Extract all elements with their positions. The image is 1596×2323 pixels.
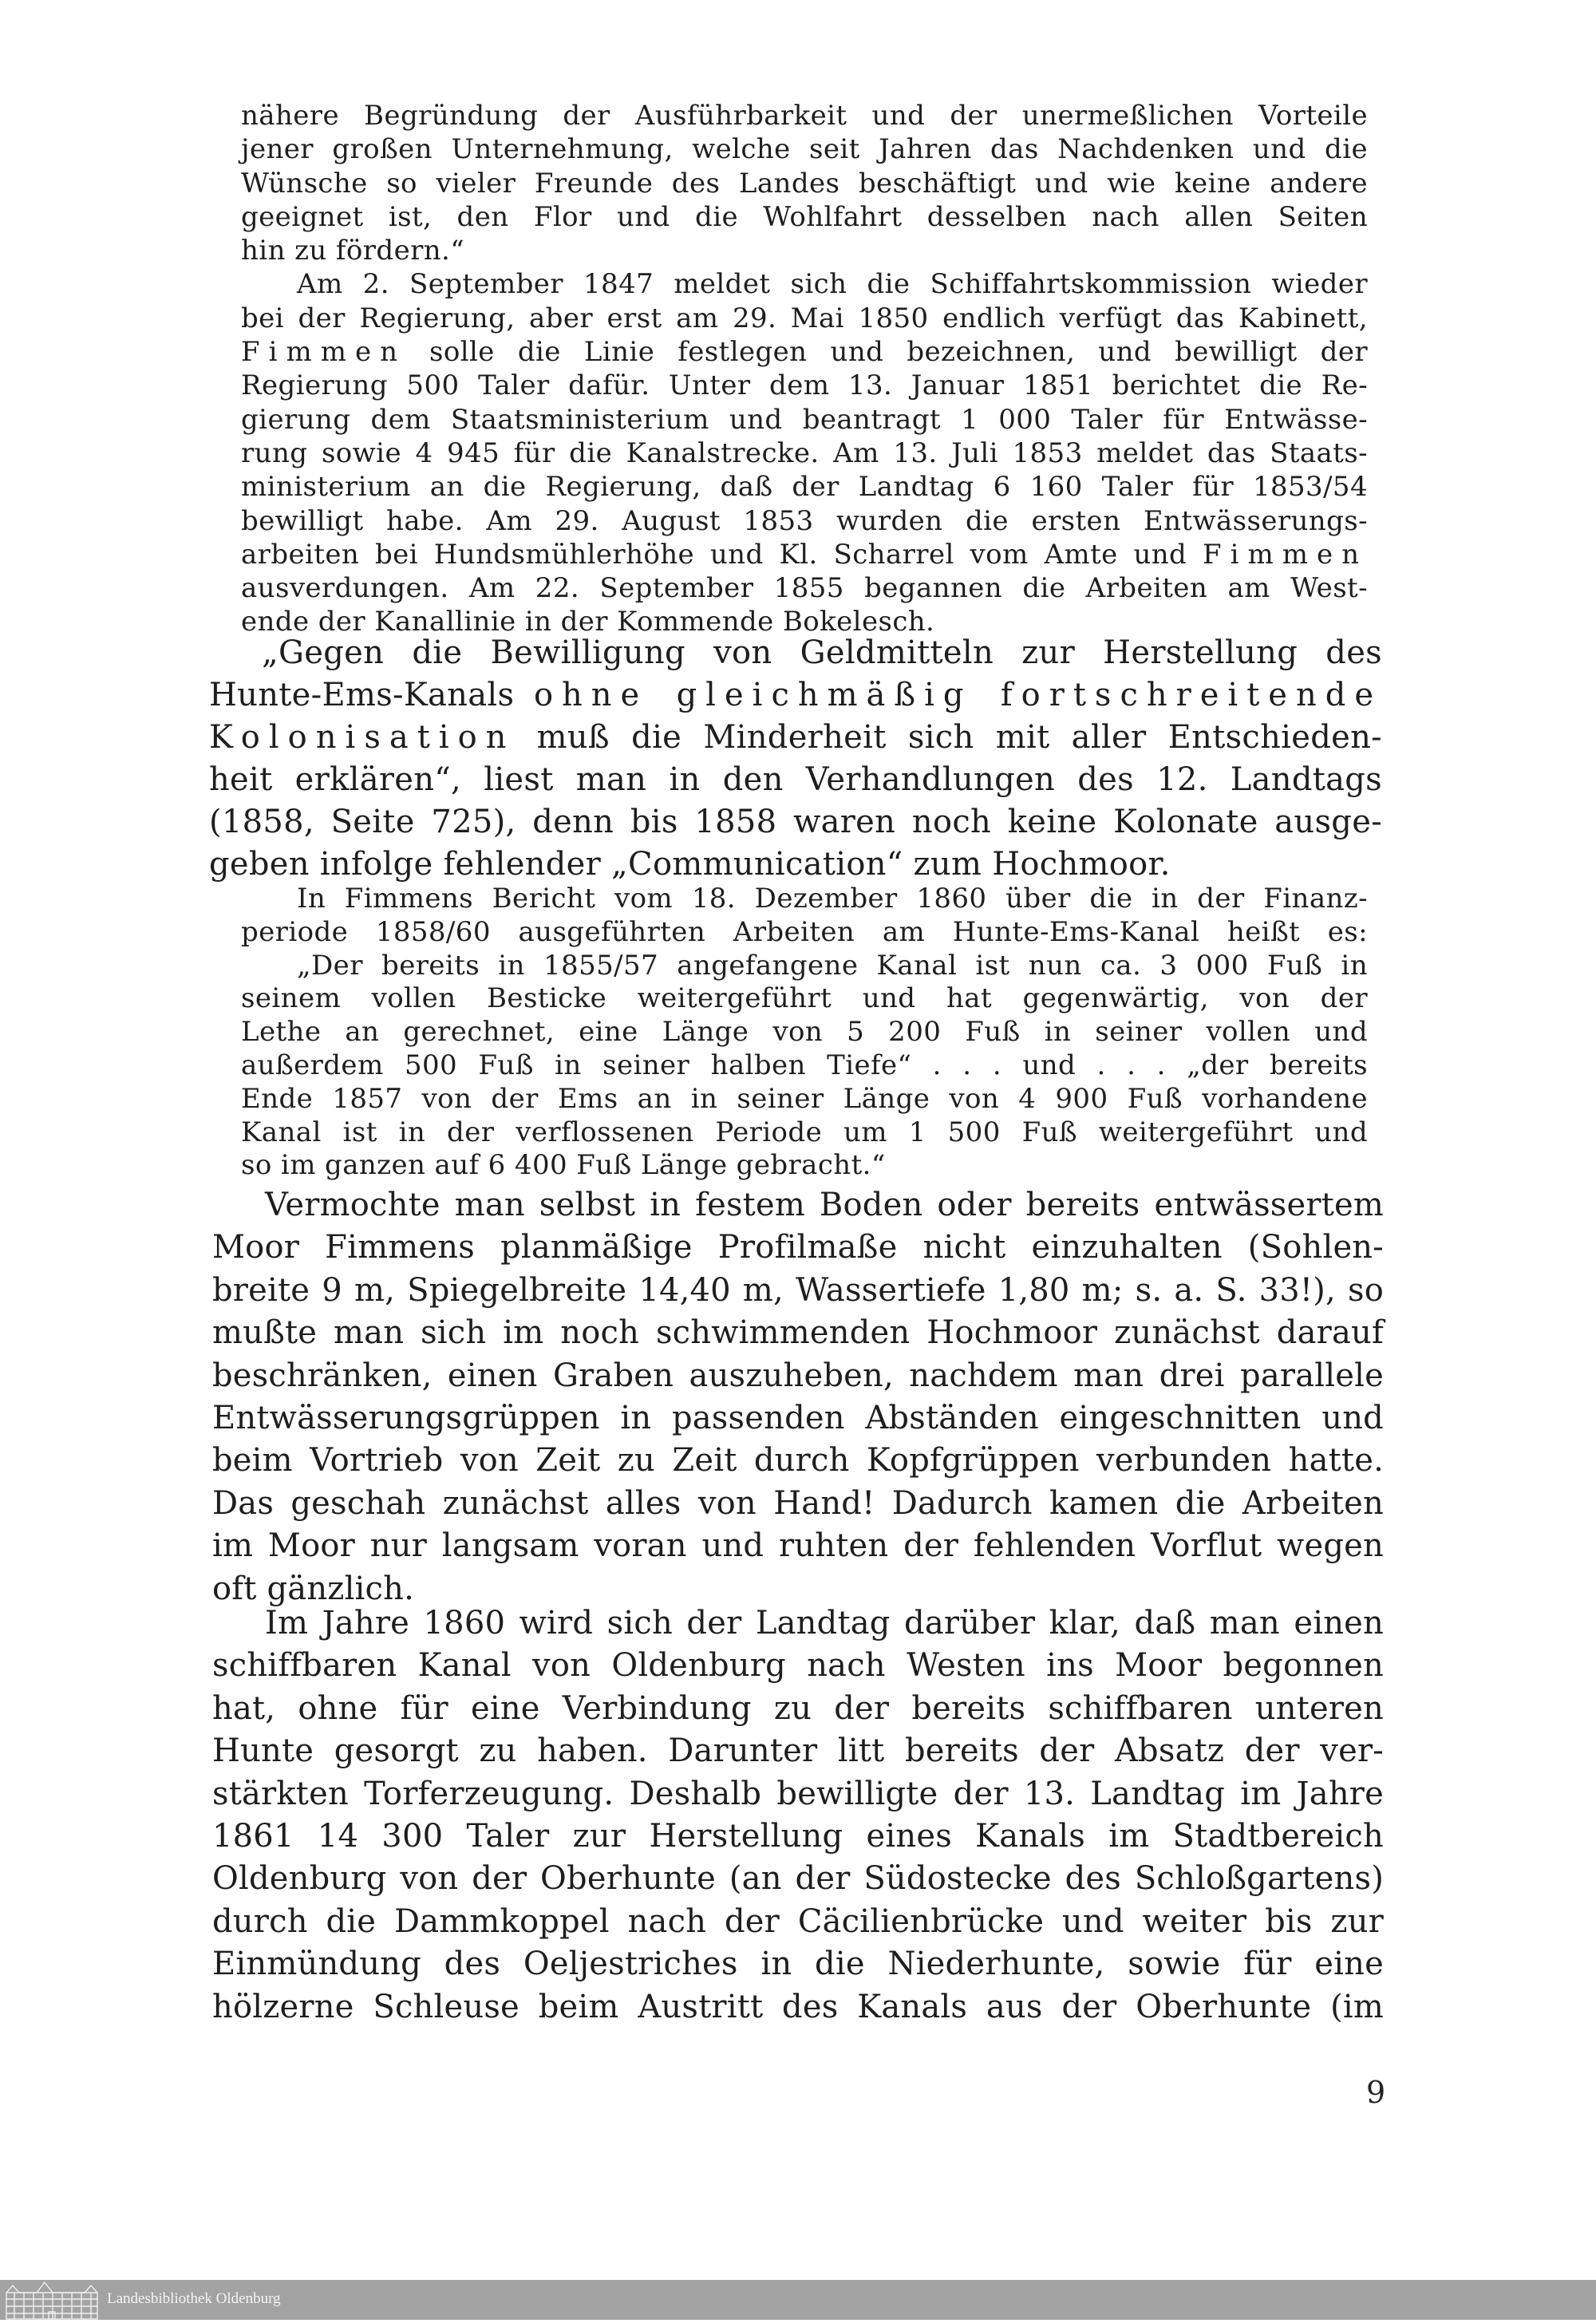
text-line-emphasis <box>209 717 1382 759</box>
text-line-emphasis <box>241 335 1368 369</box>
text-line: periode 1858/60 ausgeführten Arbeiten am Hunte-Ems-Kanal heißt es: <box>241 915 1368 948</box>
text-line: jener großen Unternehmung, welche seit Jahren das Nachdenken und die <box>241 133 1368 166</box>
text-line: Ende 1857 von der Ems an in seiner Länge von 4 900 Fuß vorhandene <box>241 1082 1368 1115</box>
text-line-emphasis <box>209 674 1382 717</box>
paragraph-block-2 <box>209 632 1382 886</box>
text-line: gierung dem Staatsministerium und beantragt 1 000 Taler für Entwässe- <box>241 403 1368 436</box>
text-line: geben infolge fehlender „Communication“ zum Hochmoor. <box>209 846 1171 883</box>
text-line: hat, ohne für eine Verbindung zu der bereits schiffbaren unteren <box>212 1689 1384 1727</box>
text-line: hölzerne Schleuse beim Austritt des Kanals aus der Oberhunte (im <box>212 1988 1384 2025</box>
text-line: beschränken, einen Graben auszuheben, nachdem man drei parallele <box>212 1357 1384 1394</box>
text-line: so im ganzen auf 6 400 Fuß Länge gebracht.“ <box>241 1149 886 1182</box>
text-line-emphasis <box>241 538 1368 571</box>
text-line: (1858, Seite 725), denn bis 1858 waren noch keine Kolonate ausge- <box>209 804 1382 840</box>
text-line: mußte man sich im noch schwimmenden Hochmoor zunächst darauf <box>212 1314 1384 1352</box>
library-building-icon <box>5 2282 99 2320</box>
text-line: Im Jahre 1860 wird sich der Landtag darüber klar, daß man einen <box>265 1605 1384 1642</box>
text-line: durch die Dammkoppel nach der Cäcilienbrücke und weiter bis zur <box>212 1902 1384 1940</box>
spaced-emphasis: ohne gleichmäßig fortschreitende <box>533 677 1382 713</box>
text-span: Hunte-Ems-Kanals <box>209 677 534 713</box>
text-line: 1861 14 300 Taler zur Herstellung eines Kanals im Stadtbereich <box>212 1818 1384 1855</box>
text-line: beim Vortrieb von Zeit zu Zeit durch Kopfgrüppen verbunden hatte. <box>212 1442 1384 1480</box>
paragraph-block-1 <box>241 99 1368 639</box>
spaced-emphasis: Kolonisation <box>209 719 516 756</box>
text-line: Das geschah zunächst alles von Hand! Dadurch kamen die Arbeiten <box>212 1484 1384 1522</box>
spaced-emphasis: Fimmen <box>241 336 406 369</box>
text-line: Einmündung des Oeljestriches in die Niederhunte, sowie für eine <box>212 1946 1384 1983</box>
paragraph-block-5 <box>212 1602 1384 2029</box>
text-line: seinem vollen Besticke weitergeführt und hat gegenwärtig, von der <box>241 982 1368 1015</box>
text-line: hin zu fördern.“ <box>241 235 465 267</box>
text-line: schiffbaren Kanal von Oldenburg nach Westen ins Moor begonnen <box>212 1647 1384 1685</box>
text-span: solle die Linie festlegen und bezeichnen, und bewilligt der <box>405 336 1368 369</box>
text-line: Lethe an gerechnet, eine Länge von 5 200 Fuß in seiner vollen und <box>241 1016 1368 1049</box>
text-line: Entwässerungsgrüppen in passenden Abständen eingeschnitten und <box>212 1400 1384 1437</box>
text-line: Vermochte man selbst in festem Boden oder bereits entwässertem <box>265 1187 1384 1223</box>
text-line: breite 9 m, Spiegelbreite 14,40 m, Wassertiefe 1,80 m; s. a. S. 33!), so <box>212 1271 1384 1309</box>
text-line: Kanal ist in der verflossenen Periode um 1 500 Fuß weitergeführt und <box>241 1116 1368 1148</box>
text-line: Moor Fimmens planmäßige Profilmaße nicht einzuhalten (Sohlen- <box>212 1229 1384 1266</box>
text-line: bei der Regierung, aber erst am 29. Mai 1850 endlich verfügt das Kabinett, <box>241 302 1368 334</box>
text-line: ministerium an die Regierung, daß der Landtag 6 160 Taler für 1853/54 <box>241 471 1368 504</box>
text-line: ausverdungen. Am 22. September 1855 begannen die Arbeiten am West- <box>241 572 1368 605</box>
text-line: Wünsche so vieler Freunde des Landes beschäftigt und wie keine andere <box>241 167 1368 200</box>
library-name: Landesbibliothek Oldenburg <box>107 2290 281 2307</box>
text-line: bewilligt habe. Am 29. August 1853 wurden die ersten Entwässerungs- <box>241 504 1368 537</box>
text-line: rung sowie 4 945 für die Kanalstrecke. Am 13. Juli 1853 meldet das Staats- <box>241 437 1368 469</box>
text-line: heit erklären“, liest man in den Verhandlungen des 12. Landtags <box>209 761 1382 798</box>
text-line: „Der bereits in 1855/57 angefangene Kanal ist nun ca. 3 000 Fuß in <box>297 949 1368 982</box>
paragraph-block-4 <box>212 1184 1384 1610</box>
text-line: stärkten Torferzeugung. Deshalb bewilligte der 13. Landtag im Jahre <box>212 1775 1384 1812</box>
text-line: ende der Kanallinie in der Kommende Bokelesch. <box>241 606 935 638</box>
text-line: Am 2. September 1847 meldet sich die Schiffahrtskommission wieder <box>297 268 1368 301</box>
text-line: „Gegen die Bewilligung von Geldmitteln zur Herstellung des <box>262 634 1382 671</box>
text-line: Oldenburg von der Oberhunte (an der Südostecke des Schloßgartens) <box>212 1860 1384 1898</box>
paragraph-block-3 <box>241 883 1368 1183</box>
text-span: arbeiten bei Hundsmühlerhöhe und Kl. Scharrel vom Amte und <box>241 538 1203 571</box>
text-line: im Moor nur langsam voran und ruhten der fehlenden Vorflut wegen <box>212 1527 1384 1565</box>
text-line: In Fimmens Bericht vom 18. Dezember 1860 über die in der Finanz- <box>297 883 1368 915</box>
text-line: Regierung 500 Taler dafür. Unter dem 13. Januar 1851 berichtet die Re- <box>241 369 1368 402</box>
page-number: 9 <box>1366 2075 1386 2110</box>
text-span: muß die Minderheit sich mit aller Entschieden- <box>515 719 1382 756</box>
text-line: nähere Begründung der Ausführbarkeit und der unermeßlichen Vorteile <box>241 100 1368 132</box>
footer-bar <box>0 2280 1596 2320</box>
text-line: außerdem 500 Fuß in seiner halben Tiefe“ . . . und . . . „der bereits <box>241 1049 1368 1081</box>
spaced-emphasis: Fimmen <box>1203 538 1368 571</box>
text-line: oft gänzlich. <box>212 1570 415 1607</box>
text-line: Hunte gesorgt zu haben. Darunter litt bereits der Absatz der ver- <box>212 1732 1384 1770</box>
text-line: geeignet ist, den Flor und die Wohlfahrt desselben nach allen Seiten <box>241 200 1368 233</box>
